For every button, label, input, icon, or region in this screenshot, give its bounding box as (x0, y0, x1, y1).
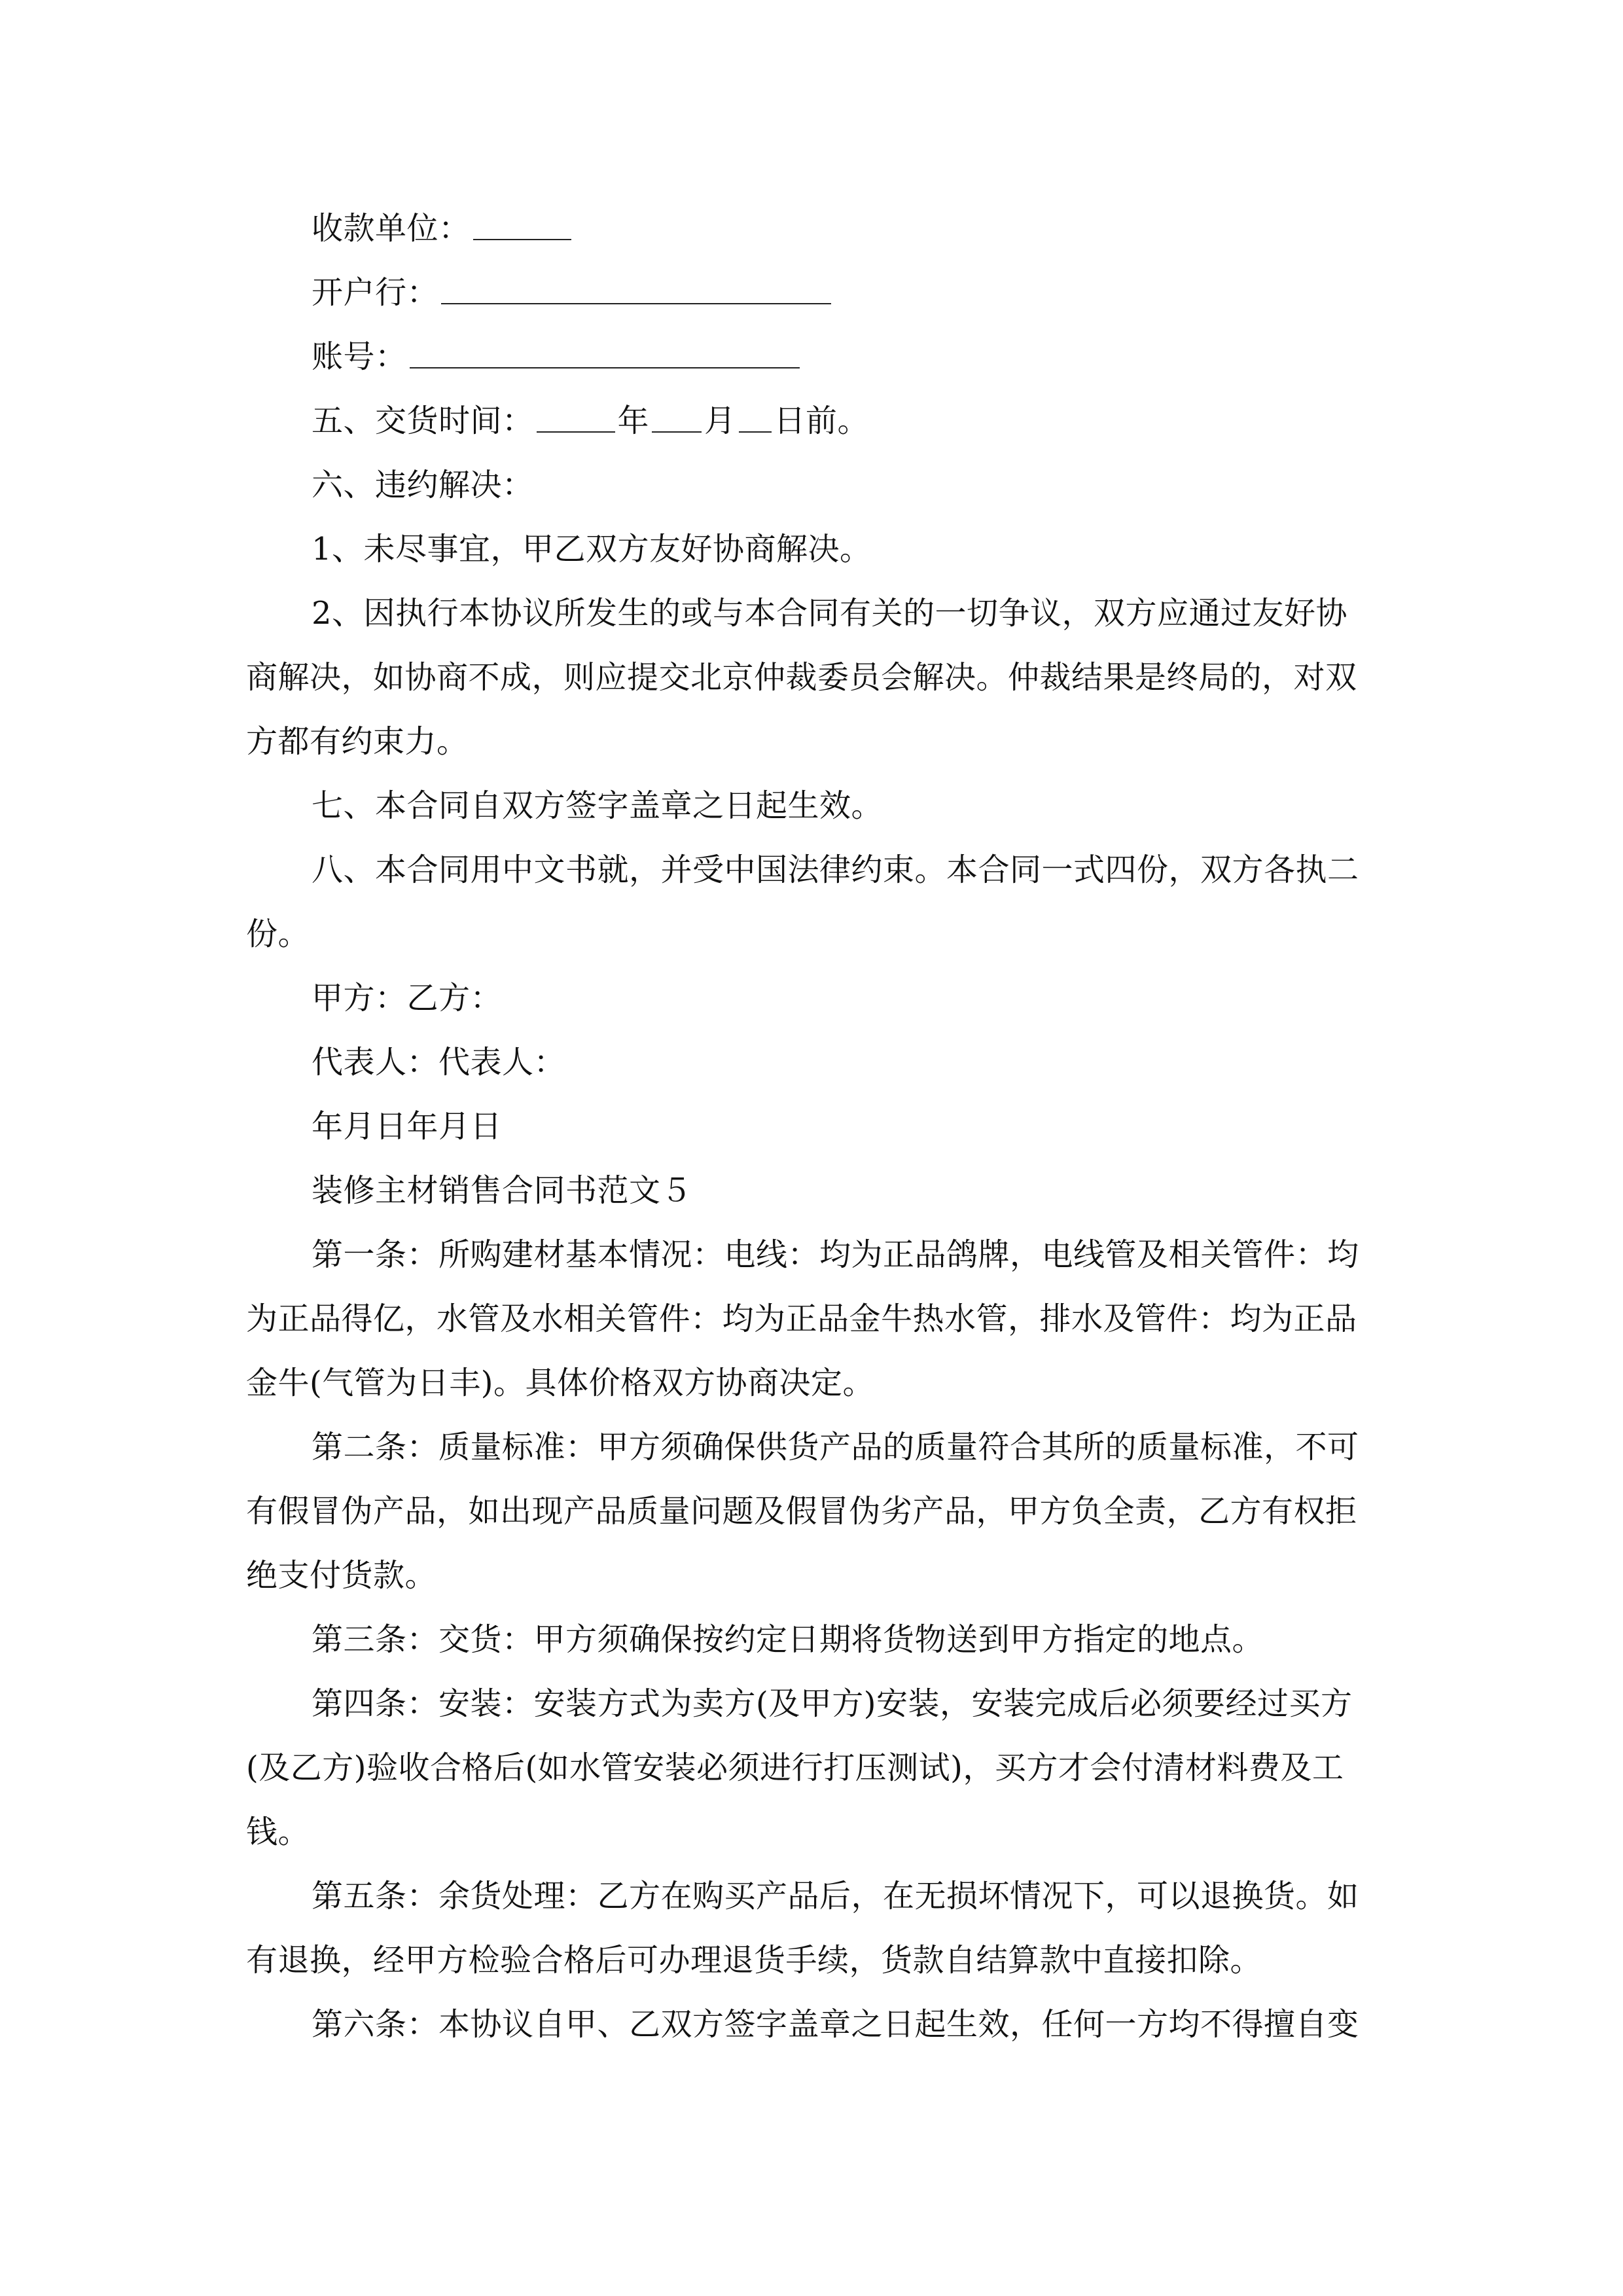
payee-line (246, 196, 1378, 260)
document-body (246, 196, 1378, 2056)
breach-item-2-line-3: 方都有约束力。 (246, 723, 469, 760)
article-4-line-1: 第四条：安装：安装方式为卖方(及甲方)安装，安装完成后必须要经过买方 (312, 1685, 1353, 1722)
clause-8-line-2: 份。 (246, 916, 310, 952)
breach-item-2-line-2: 商解决，如协商不成，则应提交北京仲裁委员会解决。仲裁结果是终局的，对双 (246, 659, 1357, 696)
account-line (246, 325, 1378, 389)
article-5-line-1: 第五条：余货处理：乙方在购买产品后，在无损坏情况下，可以退换货。如 (312, 1878, 1359, 1914)
delivery-month-blank (652, 405, 702, 433)
clause-7: 七、本合同自双方签字盖章之日起生效。 (312, 787, 883, 824)
delivery-year: 年 (617, 403, 650, 439)
article-1-line-3: 金牛(气管为日丰)。具体价格双方协商决定。 (246, 1365, 874, 1401)
section-title: 装修主材销售合同书范文５ (312, 1172, 693, 1209)
payee-blank (473, 213, 571, 240)
article-4-line-3: 钱。 (246, 1814, 310, 1850)
delivery-day: 日前。 (774, 403, 870, 439)
article-2-line-2: 有假冒伪产品，如出现产品质量问题及假冒伪劣产品，甲方负全责，乙方有权拒 (246, 1493, 1357, 1530)
bank-line (246, 260, 1378, 325)
representatives-line: 代表人：代表人： (312, 1044, 566, 1081)
breach-item-2-line-1: 2、因执行本协议所发生的或与本合同有关的一切争议，双方应通过友好协 (312, 595, 1348, 632)
article-3: 第三条：交货：甲方须确保按约定日期将货物送到甲方指定的地点。 (312, 1621, 1264, 1658)
breach-item-1: 1、未尽事宜，甲乙双方友好协商解决。 (312, 531, 872, 567)
article-2-line-3: 绝支付货款。 (246, 1557, 437, 1594)
clause-8-line-1: 八、本合同用中文书就，并受中国法律约束。本合同一式四份，双方各执二 (312, 852, 1359, 888)
article-4-line-2: (及乙方)验收合格后(如水管安装必须进行打压测试)，买方才会付清材料费及工 (246, 1749, 1344, 1786)
delivery-month: 月 (704, 403, 736, 439)
dates-line: 年月日年月日 (312, 1108, 503, 1145)
delivery-year-blank (537, 405, 615, 433)
article-1-line-1: 第一条：所购建材基本情况：电线：均为正品鸽牌，电线管及相关管件：均 (312, 1236, 1359, 1273)
parties-line: 甲方：乙方： (312, 980, 503, 1016)
bank-blank (441, 277, 831, 304)
breach-title: 六、违约解决： (312, 467, 534, 503)
account-blank (410, 341, 800, 368)
account-label: 账号： (312, 338, 407, 375)
delivery-day-blank (739, 405, 772, 433)
delivery-prefix: 五、交货时间： (312, 403, 534, 439)
article-6-line-1: 第六条：本协议自甲、乙双方签字盖章之日起生效，任何一方均不得擅自变 (312, 2006, 1359, 2043)
payee-label: 收款单位： (312, 210, 471, 247)
article-1-line-2: 为正品得亿，水管及水相关管件：均为正品金牛热水管，排水及管件：均为正品 (246, 1300, 1357, 1337)
article-2-line-1: 第二条：质量标准：甲方须确保供货产品的质量符合其所的质量标准，不可 (312, 1429, 1359, 1465)
delivery-line (246, 389, 1378, 453)
bank-label: 开户行： (312, 274, 439, 311)
article-5-line-2: 有退换，经甲方检验合格后可办理退货手续，货款自结算款中直接扣除。 (246, 1942, 1262, 1979)
